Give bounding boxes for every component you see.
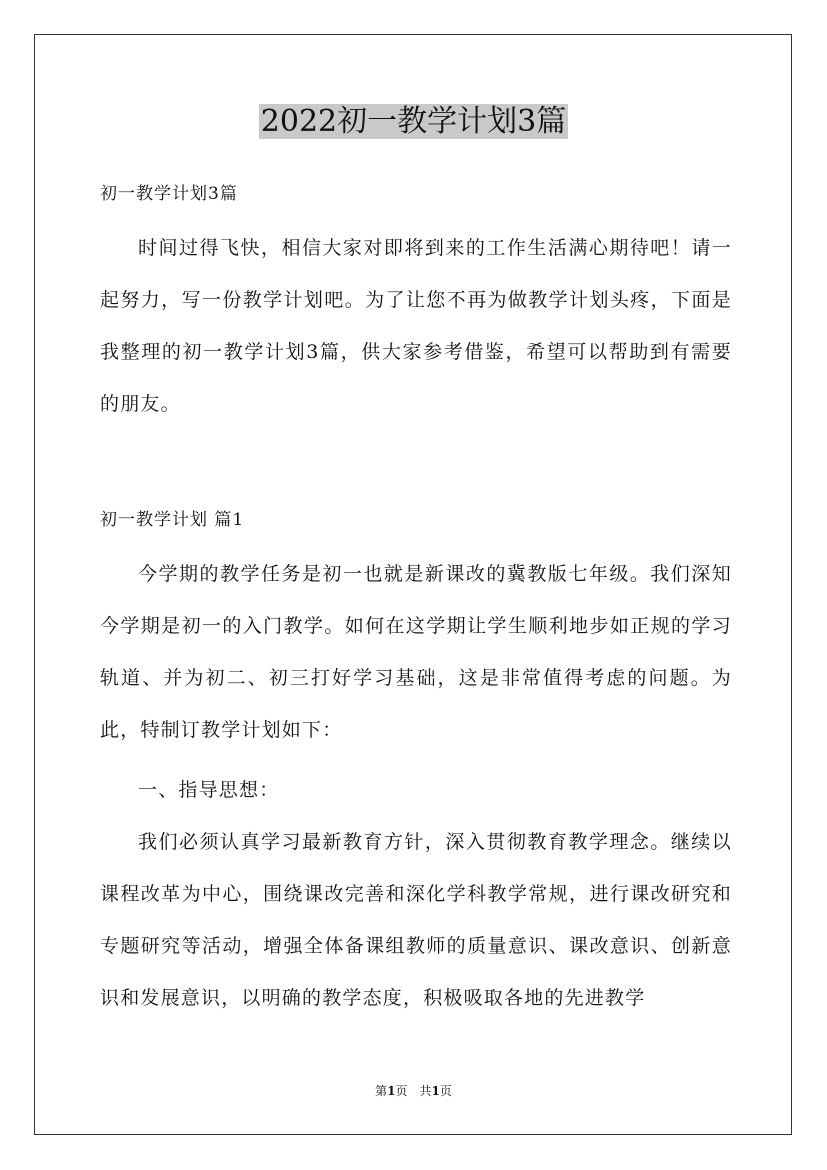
document-title [0,100,827,144]
guiding-thought-paragraph: 我们必须认真学习最新教育方针，深入贯彻教育教学理念。继续以课程改革为中心，围绕课改完善和深化学科教学常规，进行课改研究和专题研究等活动，增强全体备课组教师的质量意识、课改意识、创新意识和发展意识，以明确的教学态度，积极吸取各地的先进教学 [100,831,732,1009]
document-title-text: 2022初一教学计划3篇 [260,104,567,139]
section-1-paragraph: 今学期的教学任务是初一也就是新课改的冀教版七年级。我们深知今学期是初一的入门教学。如何在这学期让学生顺利地步如正规的学习轨道、并为初二、初三打好学习基础，这是非常值得考虑的问题。为此，特制订教学计划如下： [100,563,732,741]
intro-paragraph: 时间过得飞快，相信大家对即将到来的工作生活满心期待吧！请一起努力，写一份教学计划吧。为了让您不再为做教学计划头疼，下面是我整理的初一教学计划3篇，供大家参考借鉴，希望可以帮助到有需要的朋友。 [100,237,732,415]
footer-page-current: 1 [387,1084,396,1098]
document-subtitle: 初一教学计划3篇 [100,184,238,204]
footer-page-total: 1 [431,1084,440,1098]
section-1-heading: 初一教学计划 篇1 [100,510,245,530]
footer-page-suffix: 页 [439,1084,452,1098]
page-footer [0,1083,827,1099]
footer-page-mid: 页 共 [395,1084,432,1098]
footer-page-prefix: 第 [375,1084,388,1098]
guiding-thought-heading: 一、指导思想： [138,779,280,801]
